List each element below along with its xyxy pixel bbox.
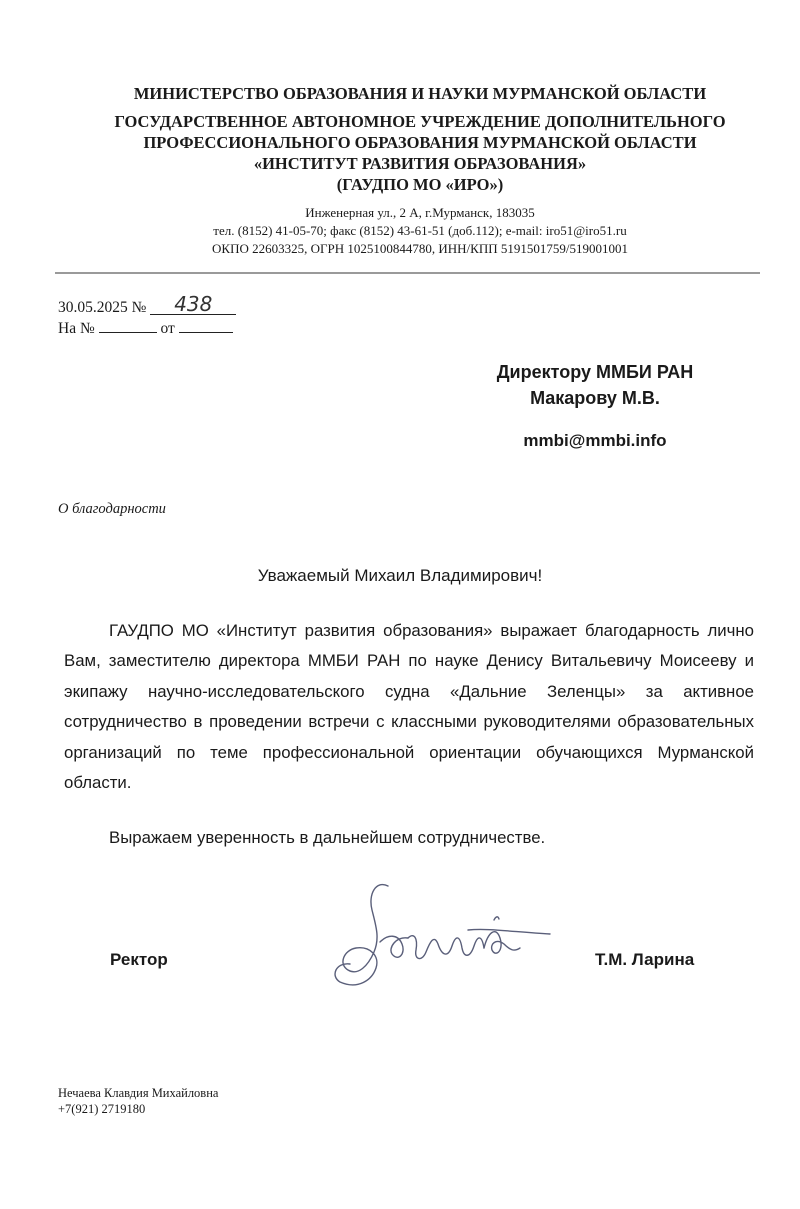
body-paragraph-1: ГАУДПО МО «Институт развития образования» выражает благодарность лично Вам, заместителю директора ММБИ РАН по науке Денису Витальевичу Моисееву и экипажу научно-исследовательского судна «Дальние Зеленцы» за активное сотрудничество в проведении встречи с классными руководителями образовательных организаций по теме профессиональной ориентации обучающихся Мурманской области.: [64, 621, 754, 793]
reference-date-blank: [179, 318, 233, 333]
letter-subject: О благодарности: [58, 501, 166, 517]
reference-number-blank: [99, 318, 157, 333]
executor-phone: +7(921) 2719180: [58, 1102, 146, 1116]
org-address: Инженерная ул., 2 А, г.Мурманск, 183035: [305, 205, 535, 220]
org-name-line-3: «ИНСТИТУТ РАЗВИТИЯ ОБРАЗОВАНИЯ»: [253, 154, 587, 173]
outgoing-registration: [58, 293, 236, 317]
header-divider: [55, 272, 760, 274]
org-codes: ОКПО 22603325, ОГРН 1025100844780, ИНН/КПП 5191501759/519001001: [212, 241, 628, 256]
executor-name: Нечаева Клавдия Михайловна: [58, 1086, 219, 1100]
addressee-email: mmbi@mmbi.info: [523, 431, 667, 450]
signer-name: Т.М. Ларина: [595, 950, 695, 969]
org-name-line-1: ГОСУДАРСТВЕННОЕ АВТОНОМНОЕ УЧРЕЖДЕНИЕ ДОПОЛНИТЕЛЬНОГО: [114, 112, 726, 131]
incoming-reference: [58, 318, 233, 338]
executor-info: [58, 1085, 218, 1117]
addressee-position: Директору ММБИ РАН: [496, 362, 694, 382]
number-label: №: [131, 299, 147, 316]
reference-label: На №: [58, 320, 95, 337]
org-short-name: (ГАУДПО МО «ИРО»): [336, 175, 504, 194]
org-contacts: тел. (8152) 41-05-70; факс (8152) 43-61-51 (доб.112); e-mail: iro51@iro51.ru: [213, 223, 627, 238]
signer-position: Ректор: [110, 950, 168, 969]
ministry-title: МИНИСТЕРСТВО ОБРАЗОВАНИЯ И НАУКИ МУРМАНСКОЙ ОБЛАСТИ: [133, 84, 707, 103]
handwritten-signature: [318, 872, 558, 1002]
greeting: Уважаемый Михаил Владимирович!: [257, 566, 543, 585]
reference-from-label: от: [160, 320, 175, 337]
org-name-line-2: ПРОФЕССИОНАЛЬНОГО ОБРАЗОВАНИЯ МУРМАНСКОЙ ОБЛАСТИ: [143, 133, 697, 152]
addressee-name: Макарову М.В.: [530, 388, 660, 408]
letter-number: 438: [174, 292, 213, 316]
letter-date: 30.05.2025: [58, 299, 128, 316]
body-paragraph-2: Выражаем уверенность в дальнейшем сотрудничестве.: [109, 828, 546, 847]
